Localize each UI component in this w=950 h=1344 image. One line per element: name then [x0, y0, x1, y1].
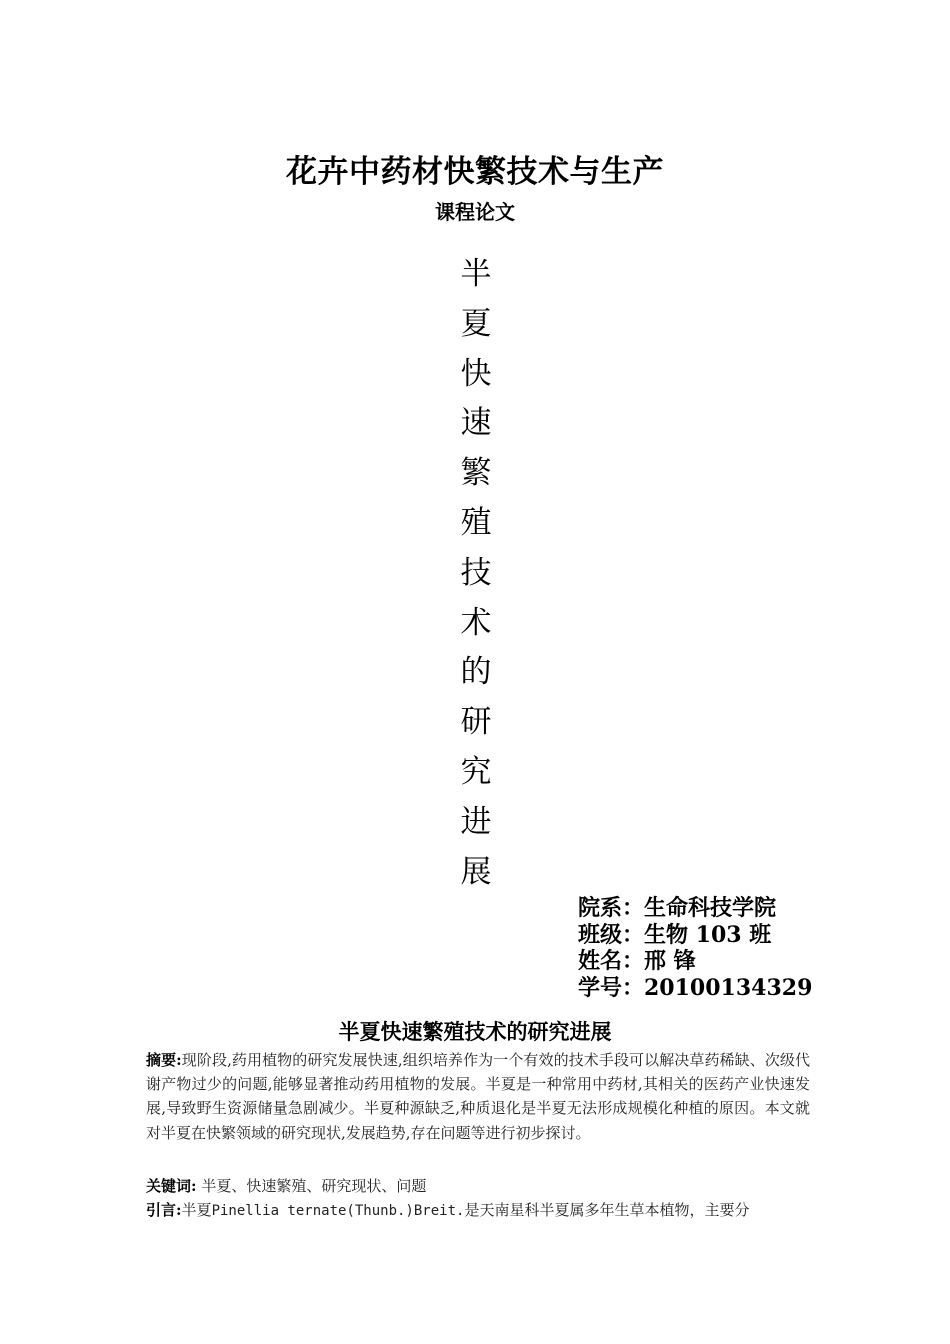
intro-prefix: 半夏: [181, 1201, 212, 1219]
vertical-title-char: 展: [460, 853, 492, 890]
abstract-paragraph: [146, 1048, 810, 1145]
vertical-title-char: 繁: [460, 455, 492, 492]
keywords-label: 关键词:: [146, 1177, 197, 1195]
keywords-text: 半夏、快速繁殖、研究现状、问题: [196, 1177, 427, 1195]
keywords-line: [146, 1174, 810, 1198]
vertical-title-char: 夏: [460, 305, 492, 342]
vertical-title-char: 进: [460, 803, 492, 840]
intro-line: [146, 1198, 826, 1223]
intro-suffix: 是天南星科半夏属多年生草本植物，主要分: [464, 1201, 750, 1219]
course-title: 花卉中药材快繁技术与生产: [286, 154, 664, 190]
vertical-paper-title: [451, 250, 501, 897]
course-subtitle: 课程论文: [435, 200, 515, 224]
vertical-title-char: 半: [460, 256, 492, 292]
abstract-label: 摘要:: [146, 1051, 182, 1069]
abstract-text: 现阶段,药用植物的研究发展快速,组织培养作为一个有效的技术手段可以解决草药稀缺、次级代谢产物过少的问题,能够显著推动药用植物的发展。半夏是一种常用中药材,其相关的医药产业快速发展,导致野生资源储量急剧减少。半夏种源缺乏,种质退化是半夏无法形成规模化种植的原因。本文就对半夏在快繁领域的研究现状,发展趋势,存在问题等进行初步探讨。: [146, 1051, 810, 1142]
intro-latin-name: Pinellia ternate(Thunb.)Breit.: [211, 1203, 465, 1219]
vertical-title-char: 殖: [460, 504, 492, 541]
vertical-title-char: 速: [460, 405, 492, 442]
vertical-title-char: 的: [460, 654, 492, 691]
vertical-title-char: 快: [460, 355, 492, 392]
department-line: 院系：生命科技学院: [578, 895, 777, 921]
vertical-title-char: 研: [460, 704, 492, 741]
name-line: 姓名：邢 锋: [578, 948, 696, 974]
vertical-title-char: 技: [460, 554, 492, 591]
intro-label: 引言:: [146, 1201, 182, 1219]
paper-title: 半夏快速繁殖技术的研究进展: [338, 1019, 612, 1044]
class-line: 班级：生物 103 班: [578, 921, 772, 948]
vertical-title-char: 术: [460, 604, 492, 641]
student-info: [578, 895, 812, 1001]
vertical-title-char: 究: [460, 753, 492, 790]
student-id-line: 学号：20100134329: [578, 974, 813, 1001]
